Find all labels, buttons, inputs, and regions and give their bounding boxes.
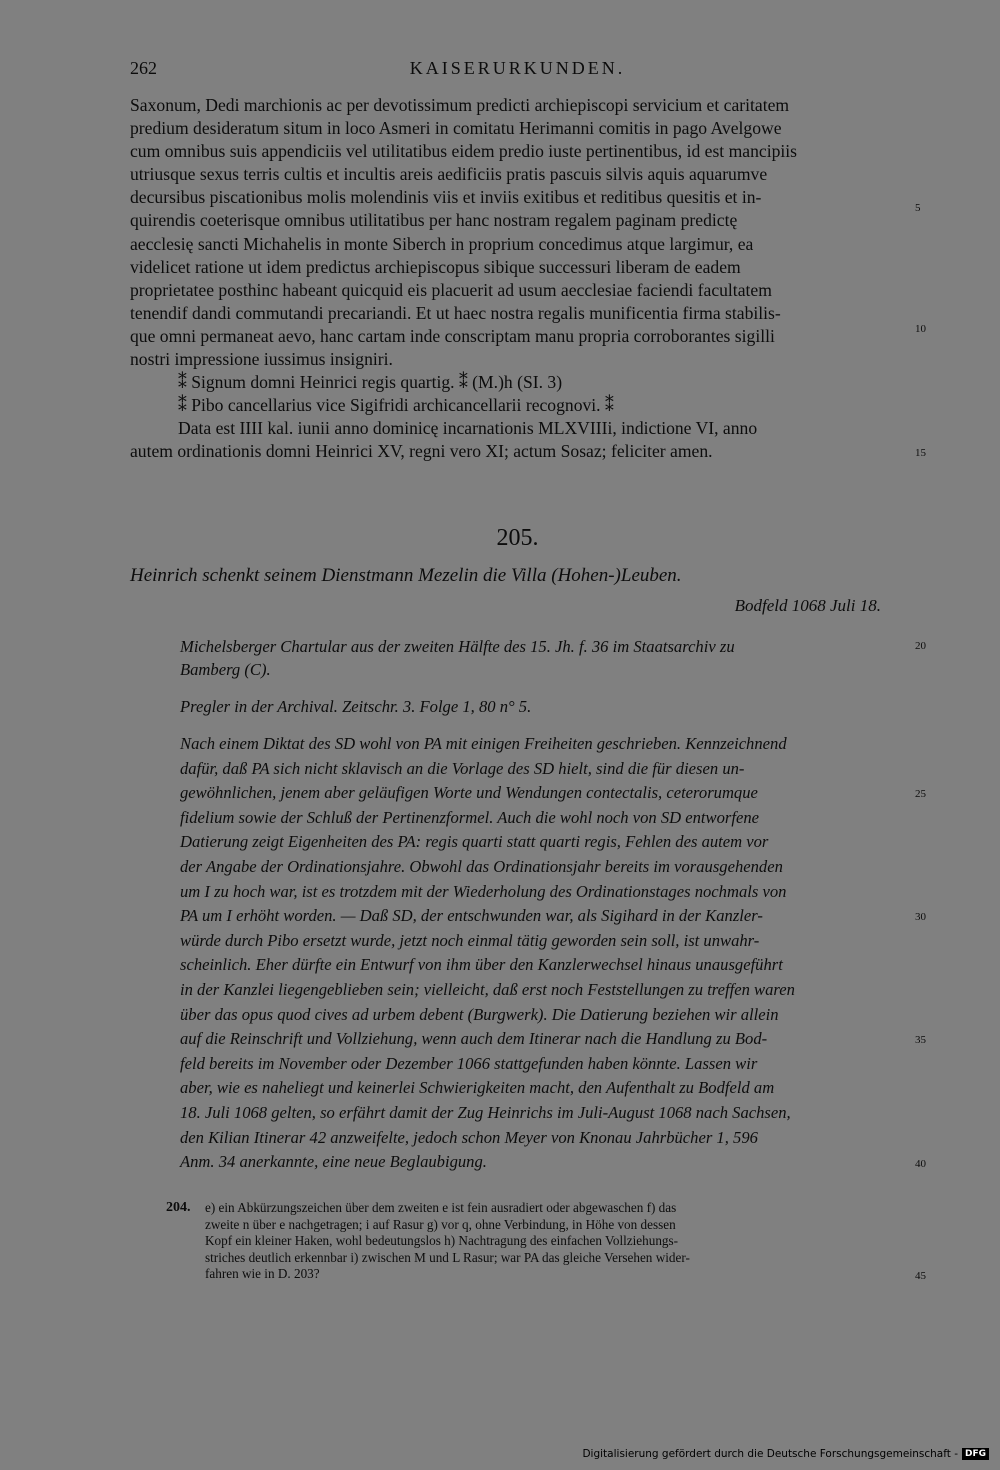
text-line: PA um I erhöht worden. — Daß SD, der entschwunden war, als Sigihard in der Kanzler- <box>180 906 763 926</box>
text-line: würde durch Pibo ersetzt wurde, jetzt noch einmal tätig geworden sein soll, ist unwahr- <box>180 930 760 950</box>
text-line: proprietatee posthinc habeant quicquid eis placuerit ad usum aecclesiae faciendi facultatem <box>130 279 772 300</box>
margin-line-number: 25 <box>915 788 926 800</box>
text-line: Anm. 34 anerkannte, eine neue Beglaubigung. <box>180 1152 487 1172</box>
footnote-line <box>130 1217 905 1234</box>
tradition-note <box>180 635 902 681</box>
text-line: utriusque sexus terris cultis et incultis areis aedificiis pratis pascuis silvis aquis aquarumve <box>130 164 768 185</box>
text-line: 18. Juli 1068 gelten, so erfährt damit der Zug Heinrichs im Juli-August 1068 nach Sachsen, <box>180 1102 791 1122</box>
footnote-line <box>130 1233 905 1250</box>
text-line: auf die Reinschrift und Vollziehung, wenn auch dem Itinerar nach die Handlung zu Bod- <box>180 1029 768 1049</box>
text-line: decursibus piscationibus molis molendinis viis et inviis exitibus et reditibus quesitis et in- <box>130 187 762 208</box>
text-line: que omni permaneat aevo, hanc cartam inde conscriptam manu propria corroborantes sigilli <box>130 325 775 346</box>
text-line: tenendif dandi commutandi precariandi. Et ut haec nostra regalis munificentia firma stabilis- <box>130 302 781 323</box>
footnote-line <box>130 1266 905 1283</box>
footnotes <box>130 1200 905 1283</box>
page-header <box>130 58 905 84</box>
text-line: Michelsberger Chartular aus der zweiten Hälfte des 15. Jh. f. 36 im Staatsarchiv zu <box>180 637 735 656</box>
text-line: predium desideratum situm in loco Asmeri in comitatu Herimanni comitis in pago Avelgowe <box>130 118 782 139</box>
text-line: Nach einem Diktat des SD wohl von PA mit einigen Freiheiten geschrieben. Kennzeichnend <box>180 734 787 753</box>
text-line: fidelium sowie der Schluß der Pertinenzformel. Auch die wohl noch von SD entworfene <box>180 807 759 827</box>
footnote-text: e) ein Abkürzungszeichen über dem zweiten e ist fein ausradiert oder abgewaschen f) das <box>205 1200 677 1215</box>
credit-text: Digitalisierung gefördert durch die Deutsche Forschungsgemeinschaft - <box>582 1448 958 1460</box>
footnote-text: striches deutlich erkennbar i) zwischen M und L Rasur; war PA das gleiche Versehen wider- <box>205 1249 690 1265</box>
margin-line-number: 5 <box>915 202 921 214</box>
date-place: Bodfeld 1068 Juli 18. <box>734 596 881 615</box>
text-line: aecclesię sancti Michahelis in monte Siberch in proprium concedimus atque largimur, ea <box>130 233 754 254</box>
text-line: um I zu hoch war, ist es trotzdem mit der Wiederholung des Ordinationstages nochmals von <box>180 881 787 901</box>
margin-line-number: 40 <box>915 1158 926 1170</box>
footnote-ref-number: 204. <box>166 1200 191 1215</box>
margin-line-number: 45 <box>915 1270 926 1282</box>
dating-line: Data est IIII kal. iunii anno dominicę incarnationis MLXVIIIi, indictione VI, anno <box>178 418 758 439</box>
text-line: quirendis coeterisque omnibus utilitatibus per hanc nostram regalem paginam predictę <box>130 210 738 231</box>
text-line: Saxonum, Dedi marchionis ac per devotissimum predicti archiepiscopi servicium et caritatem <box>130 95 790 115</box>
page-number: 262 <box>130 58 157 78</box>
margin-line-number: 15 <box>915 447 926 459</box>
digitization-credit <box>582 1448 989 1460</box>
text-line: aber, wie es naheliegt und keinerlei Schwierigkeiten macht, den Aufenthalt zu Bodfeld am <box>180 1078 775 1098</box>
footnote-text: zweite n über e nachgetragen; i auf Rasur g) vor q, ohne Verbindung, in Höhe von dessen <box>205 1216 676 1232</box>
charter-text <box>130 94 905 464</box>
footnote-line <box>130 1200 905 1217</box>
text-line: in der Kanzlei liegengeblieben sein; vielleicht, daß erst noch Feststellungen zu treffen waren <box>180 979 795 999</box>
text-line: Pregler in der Archival. Zeitschr. 3. Folge 1, 80 n° 5. <box>180 697 532 716</box>
text-line: den Kilian Itinerar 42 anzweifelte, jedoch schon Meyer von Knonau Jahrbücher 1, 596 <box>180 1127 758 1147</box>
running-title: KAISERURKUNDEN. <box>409 58 626 78</box>
text-line: über das opus quod cives ad urbem debent (Burgwerk). Die Datierung beziehen wir allein <box>180 1004 779 1024</box>
footnote-line <box>130 1250 905 1267</box>
footnote-text: Kopf ein kleiner Haken, wohl bedeutungslos h) Nachtragung des einfachen Vollziehungs- <box>205 1233 679 1248</box>
dfg-logo: DFG <box>962 1448 989 1460</box>
margin-line-number: 20 <box>915 640 926 652</box>
signum-line: ⁑ Signum domni Heinrici regis quartig. ⁑ (M.)h (SI. 3) <box>178 372 563 393</box>
text-line: Datierung zeigt Eigenheiten des PA: regis quarti statt quarti regis, Fehlen des autem vor <box>180 832 769 852</box>
text-line: cum omnibus suis appendiciis vel utilitatibus eidem predio iuste pertinentibus, id est mancipiis <box>130 141 797 162</box>
text-line: scheinlich. Eher dürfte ein Entwurf von ihm über den Kanzlerwechsel hinaus unausgeführt <box>180 955 783 975</box>
text-line: der Angabe der Ordinationsjahre. Obwohl das Ordinationsjahr bereits im vorausgehenden <box>180 856 783 876</box>
commentary <box>180 732 902 1175</box>
regest-title: Heinrich schenkt seinem Dienstmann Mezelin die Villa (Hohen-)Leuben. <box>130 565 682 586</box>
text-line: Bamberg (C). <box>180 660 271 679</box>
recognition-line: ⁑ Pibo cancellarius vice Sigifridi archicancellarii recognovi. ⁑ <box>178 395 614 416</box>
text-line: gewöhnlichen, jenem aber geläufigen Worte und Wendungen contectalis, ceterorumque <box>180 783 758 803</box>
margin-line-number: 35 <box>915 1034 926 1046</box>
dating-line: autem ordinationis domni Heinrici XV, regni vero XI; actum Sosaz; feliciter amen. <box>130 441 713 462</box>
edition-note <box>180 695 902 718</box>
footnote-text: fahren wie in D. 203? <box>205 1266 320 1281</box>
margin-line-number: 30 <box>915 911 926 923</box>
text-line: feld bereits im November oder Dezember 1066 stattgefunden haben könnte. Lassen wir <box>180 1053 758 1073</box>
text-line: videlicet ratione ut idem predictus archiepiscopus sibique successuri liberam de eadem <box>130 256 741 277</box>
document-number: 205. <box>496 525 539 551</box>
margin-line-number: 10 <box>915 323 926 335</box>
text-line: nostri impressione iussimus insigniri. <box>130 349 393 370</box>
text-line: dafür, daß PA sich nicht sklavisch an die Vorlage des SD hielt, sind die für diesen un- <box>180 758 745 778</box>
